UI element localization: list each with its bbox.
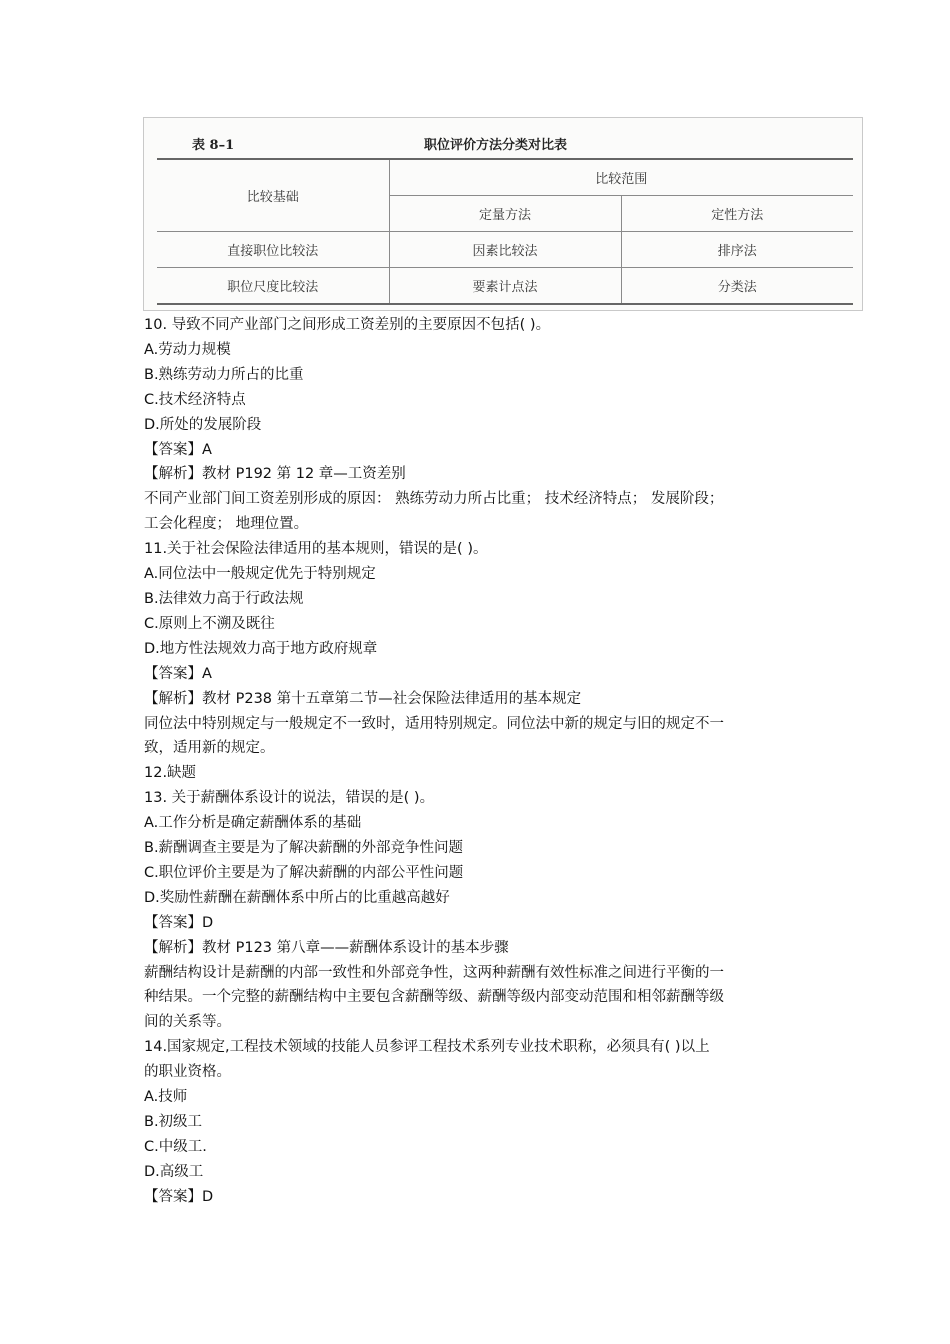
option-c: C.原则上不溯及既往: [144, 615, 275, 632]
option-b: B.法律效力高于行政法规: [144, 590, 304, 607]
analysis-text: 薪酬结构设计是薪酬的内部一致性和外部竞争性，这两种薪酬有效性标准之间进行平衡的一: [144, 964, 724, 981]
answer: 【答案】D: [144, 1188, 214, 1205]
option-b: B.熟练劳动力所占的比重: [144, 366, 304, 383]
question-14: 14.国家规定,工程技术领域的技能人员参评工程技术系列专业技术职称，必须具有( )以上: [144, 1039, 710, 1056]
option-c: C.中级工.: [144, 1138, 207, 1155]
table-cell: 分类法: [621, 268, 853, 305]
table-cell: 因素比较法: [389, 232, 621, 268]
analysis-text: 种结果。一个完整的薪酬结构中主要包含薪酬等级、薪酬等级内部变动范围和相邻薪酬等级: [144, 989, 724, 1006]
comparison-table: [157, 158, 853, 305]
option-a: A.工作分析是确定薪酬体系的基础: [144, 815, 362, 832]
option-d: D.奖励性薪酬在薪酬体系中所占的比重越高越好: [144, 889, 450, 906]
table-row: [157, 268, 853, 305]
header-qual: 定性方法: [621, 196, 853, 232]
option-d: D.高级工: [144, 1163, 204, 1180]
question-11: 11.关于社会保险法律适用的基本规则，错误的是( )。: [144, 541, 488, 558]
figure-title: 职位评价方法分类对比表: [424, 138, 568, 153]
figure-caption: 表 8–1: [192, 138, 235, 153]
document-body: [144, 313, 812, 1210]
question-13: 13. 关于薪酬体系设计的说法，错误的是( )。: [144, 790, 435, 807]
analysis-text: 工会化程度； 地理位置。: [144, 516, 309, 533]
question-12: 12.缺题: [144, 765, 197, 782]
analysis-ref: 【解析】教材 P123 第八章——薪酬体系设计的基本步骤: [144, 939, 509, 956]
question-14-cont: 的职业资格。: [144, 1064, 231, 1081]
table-figure: [143, 117, 863, 311]
option-a: A.劳动力规模: [144, 341, 231, 358]
header-quant: 定量方法: [389, 196, 621, 232]
question-10: 10. 导致不同产业部门之间形成工资差别的主要原因不包括( )。: [144, 317, 551, 333]
analysis-text: 致，适用新的规定。: [144, 740, 275, 757]
answer: 【答案】A: [144, 441, 212, 458]
answer: 【答案】A: [144, 665, 212, 682]
table-cell: 直接职位比较法: [157, 232, 389, 268]
table-cell: 要素计点法: [389, 268, 621, 305]
option-d: D.所处的发展阶段: [144, 416, 262, 433]
analysis-text: 同位法中特别规定与一般规定不一致时，适用特别规定。同位法中新的规定与旧的规定不一: [144, 715, 724, 732]
analysis-ref: 【解析】教材 P192 第 12 章—工资差别: [144, 466, 406, 483]
option-c: C.职位评价主要是为了解决薪酬的内部公平性问题: [144, 864, 464, 881]
option-c: C.技术经济特点: [144, 391, 246, 408]
option-a: A.同位法中一般规定优先于特别规定: [144, 566, 376, 583]
option-b: B.薪酬调查主要是为了解决薪酬的外部竞争性问题: [144, 840, 464, 857]
answer: 【答案】D: [144, 914, 214, 931]
option-d: D.地方性法规效力高于地方政府规章: [144, 640, 378, 657]
analysis-text: 间的关系等。: [144, 1014, 231, 1031]
table-cell: 排序法: [621, 232, 853, 268]
option-a: A.技师: [144, 1089, 188, 1106]
analysis-text: 不同产业部门间工资差别形成的原因： 熟练劳动力所占比重； 技术经济特点； 发展阶段；: [144, 491, 724, 508]
analysis-ref: 【解析】教材 P238 第十五章第二节—社会保险法律适用的基本规定: [144, 690, 582, 707]
header-scope: 比较范围: [389, 159, 853, 196]
table-row: [157, 232, 853, 268]
header-basis: 比较基础: [157, 159, 389, 232]
option-b: B.初级工: [144, 1114, 203, 1130]
table-cell: 职位尺度比较法: [157, 268, 389, 305]
